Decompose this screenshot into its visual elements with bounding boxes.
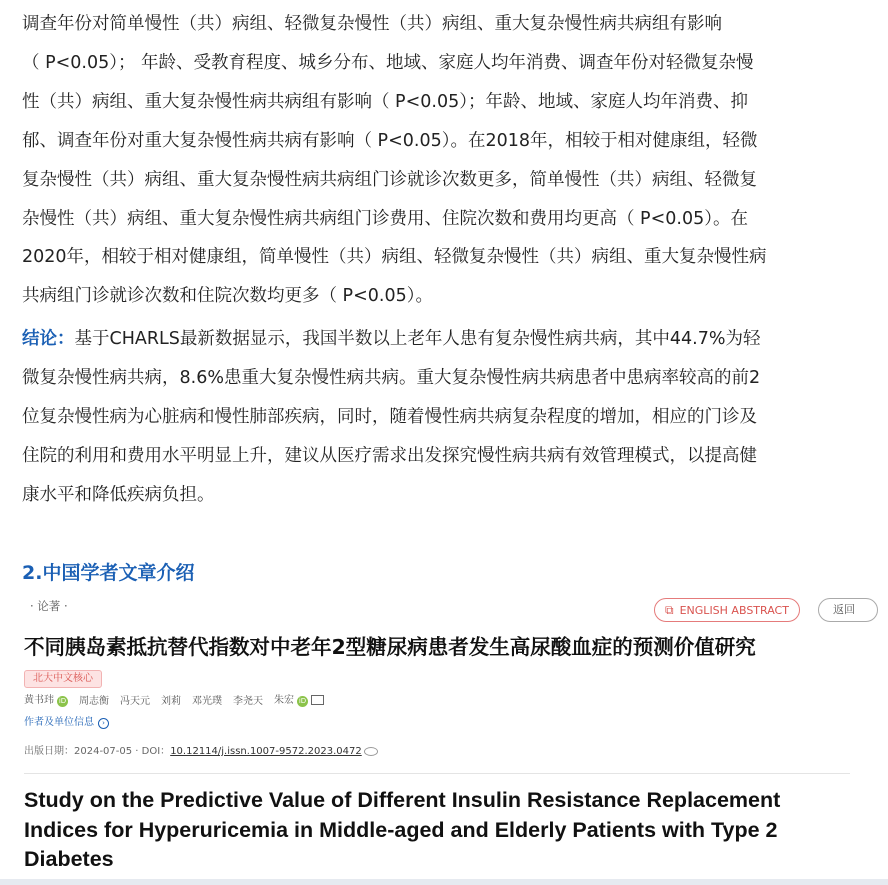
bottom-scroll-bar [0, 879, 888, 885]
pub-date: 2024-07-05 [74, 746, 133, 757]
author-link[interactable]: 朱宏 [274, 695, 294, 706]
conclusion-paragraph [22, 320, 852, 515]
results-line: 2020年，相较于相对健康组，简单慢性（共）病组、轻微复杂慢性（共）病组、重大复杂慢性病 [22, 247, 767, 268]
article-title-en-line: Diabetes [24, 847, 114, 871]
english-abstract-label: ENGLISH ABSTRACT [679, 603, 789, 617]
article-card [22, 596, 855, 885]
affiliation-label: 作者及单位信息 [24, 717, 94, 728]
results-line: 调查年份对简单慢性（共）病组、轻微复杂慢性（共）病组、重大复杂慢性病共病组有影响 [22, 14, 722, 34]
publication-info [24, 742, 378, 757]
results-line: （ P<0.05）； 年龄、受教育程度、城乡分布、地域、家庭人均年消费、调查年份对轻微复杂慢 [22, 52, 754, 73]
author-link[interactable]: 邓光璞 [192, 695, 222, 707]
divider [24, 773, 850, 774]
article-category: · 论著 · [30, 599, 68, 613]
english-abstract-button[interactable] [654, 598, 800, 622]
author-link[interactable]: 冯天元 [120, 695, 150, 707]
results-line: 共病组门诊就诊次数和住院次数均更多（ P<0.05）。 [22, 286, 433, 307]
article-title-cn: 不同胰岛素抵抗替代指数对中老年2型糖尿病患者发生高尿酸血症的预测价值研究 [24, 635, 756, 659]
results-line: 杂慢性（共）病组、重大复杂慢性病共病组门诊费用、住院次数和费用均更高（ P<0.05）。在 [22, 208, 748, 229]
conclusion-line: 康水平和降低疾病负担。 [22, 484, 215, 505]
results-line: 复杂慢性（共）病组、重大复杂慢性病共病组门诊就诊次数更多，简单慢性（共）病组、轻微复 [22, 169, 757, 190]
orcid-icon[interactable]: iD [298, 697, 307, 705]
conclusion-line: 基于CHARLS最新数据显示，我国半数以上老年人患有复杂慢性病共病，其中44.7%为轻 [74, 329, 761, 349]
core-journal-badge: 北大中文核心 [24, 670, 102, 688]
conclusion-line: 位复杂慢性病为心脏病和慢性肺部疾病，同时，随着慢性病共病复杂程度的增加，相应的门诊及 [22, 406, 757, 427]
results-line: 郁、调查年份对重大复杂慢性病共病有影响（ P<0.05）。在2018年，相较于相对健康组，轻微 [22, 130, 758, 151]
doi-label: · DOI： [132, 746, 171, 757]
results-line: 性（共）病组、重大复杂慢性病共病组有影响（ P<0.05）；年龄、地域、家庭人均年消费、抑 [22, 91, 748, 112]
orcid-icon[interactable]: iD [58, 697, 67, 705]
affiliation-toggle[interactable] [24, 713, 109, 729]
author-link[interactable]: 黄书玮 [24, 695, 54, 706]
author-link[interactable]: 刘莉 [161, 695, 181, 707]
link-icon[interactable] [364, 747, 378, 756]
doi-link[interactable]: 10.12114/j.issn.1007-9572.2023.0472 [170, 746, 362, 757]
author-link[interactable]: 周志衡 [79, 695, 109, 707]
author-link[interactable]: 李尧天 [233, 695, 263, 707]
mail-icon[interactable] [311, 695, 324, 705]
back-button[interactable]: 返回 [818, 598, 878, 622]
conclusion-line: 住院的利用和费用水平明显上升，建议从医疗需求出发探究慢性病共病有效管理模式，以提高健 [22, 445, 757, 466]
conclusion-line: 微复杂慢性病共病，8.6%患重大复杂慢性病共病。重大复杂慢性病共病患者中患病率较高的前2 [22, 367, 761, 388]
translate-icon: ⧉ [665, 602, 674, 617]
author-list [24, 691, 324, 707]
article-title-en-line: Study on the Predictive Value of Different Insulin Resistance Replacement [24, 788, 781, 812]
conclusion-label: 结论： [22, 329, 75, 349]
section-title: 2.中国学者文章介绍 [22, 562, 195, 584]
pub-date-label: 出版日期： [24, 746, 74, 757]
results-paragraph [22, 5, 852, 316]
article-title-en [24, 786, 850, 875]
expand-circle-icon: › [98, 718, 109, 729]
article-title-en-line: Indices for Hyperuricemia in Middle-aged and Elderly Patients with Type 2 [24, 817, 778, 842]
